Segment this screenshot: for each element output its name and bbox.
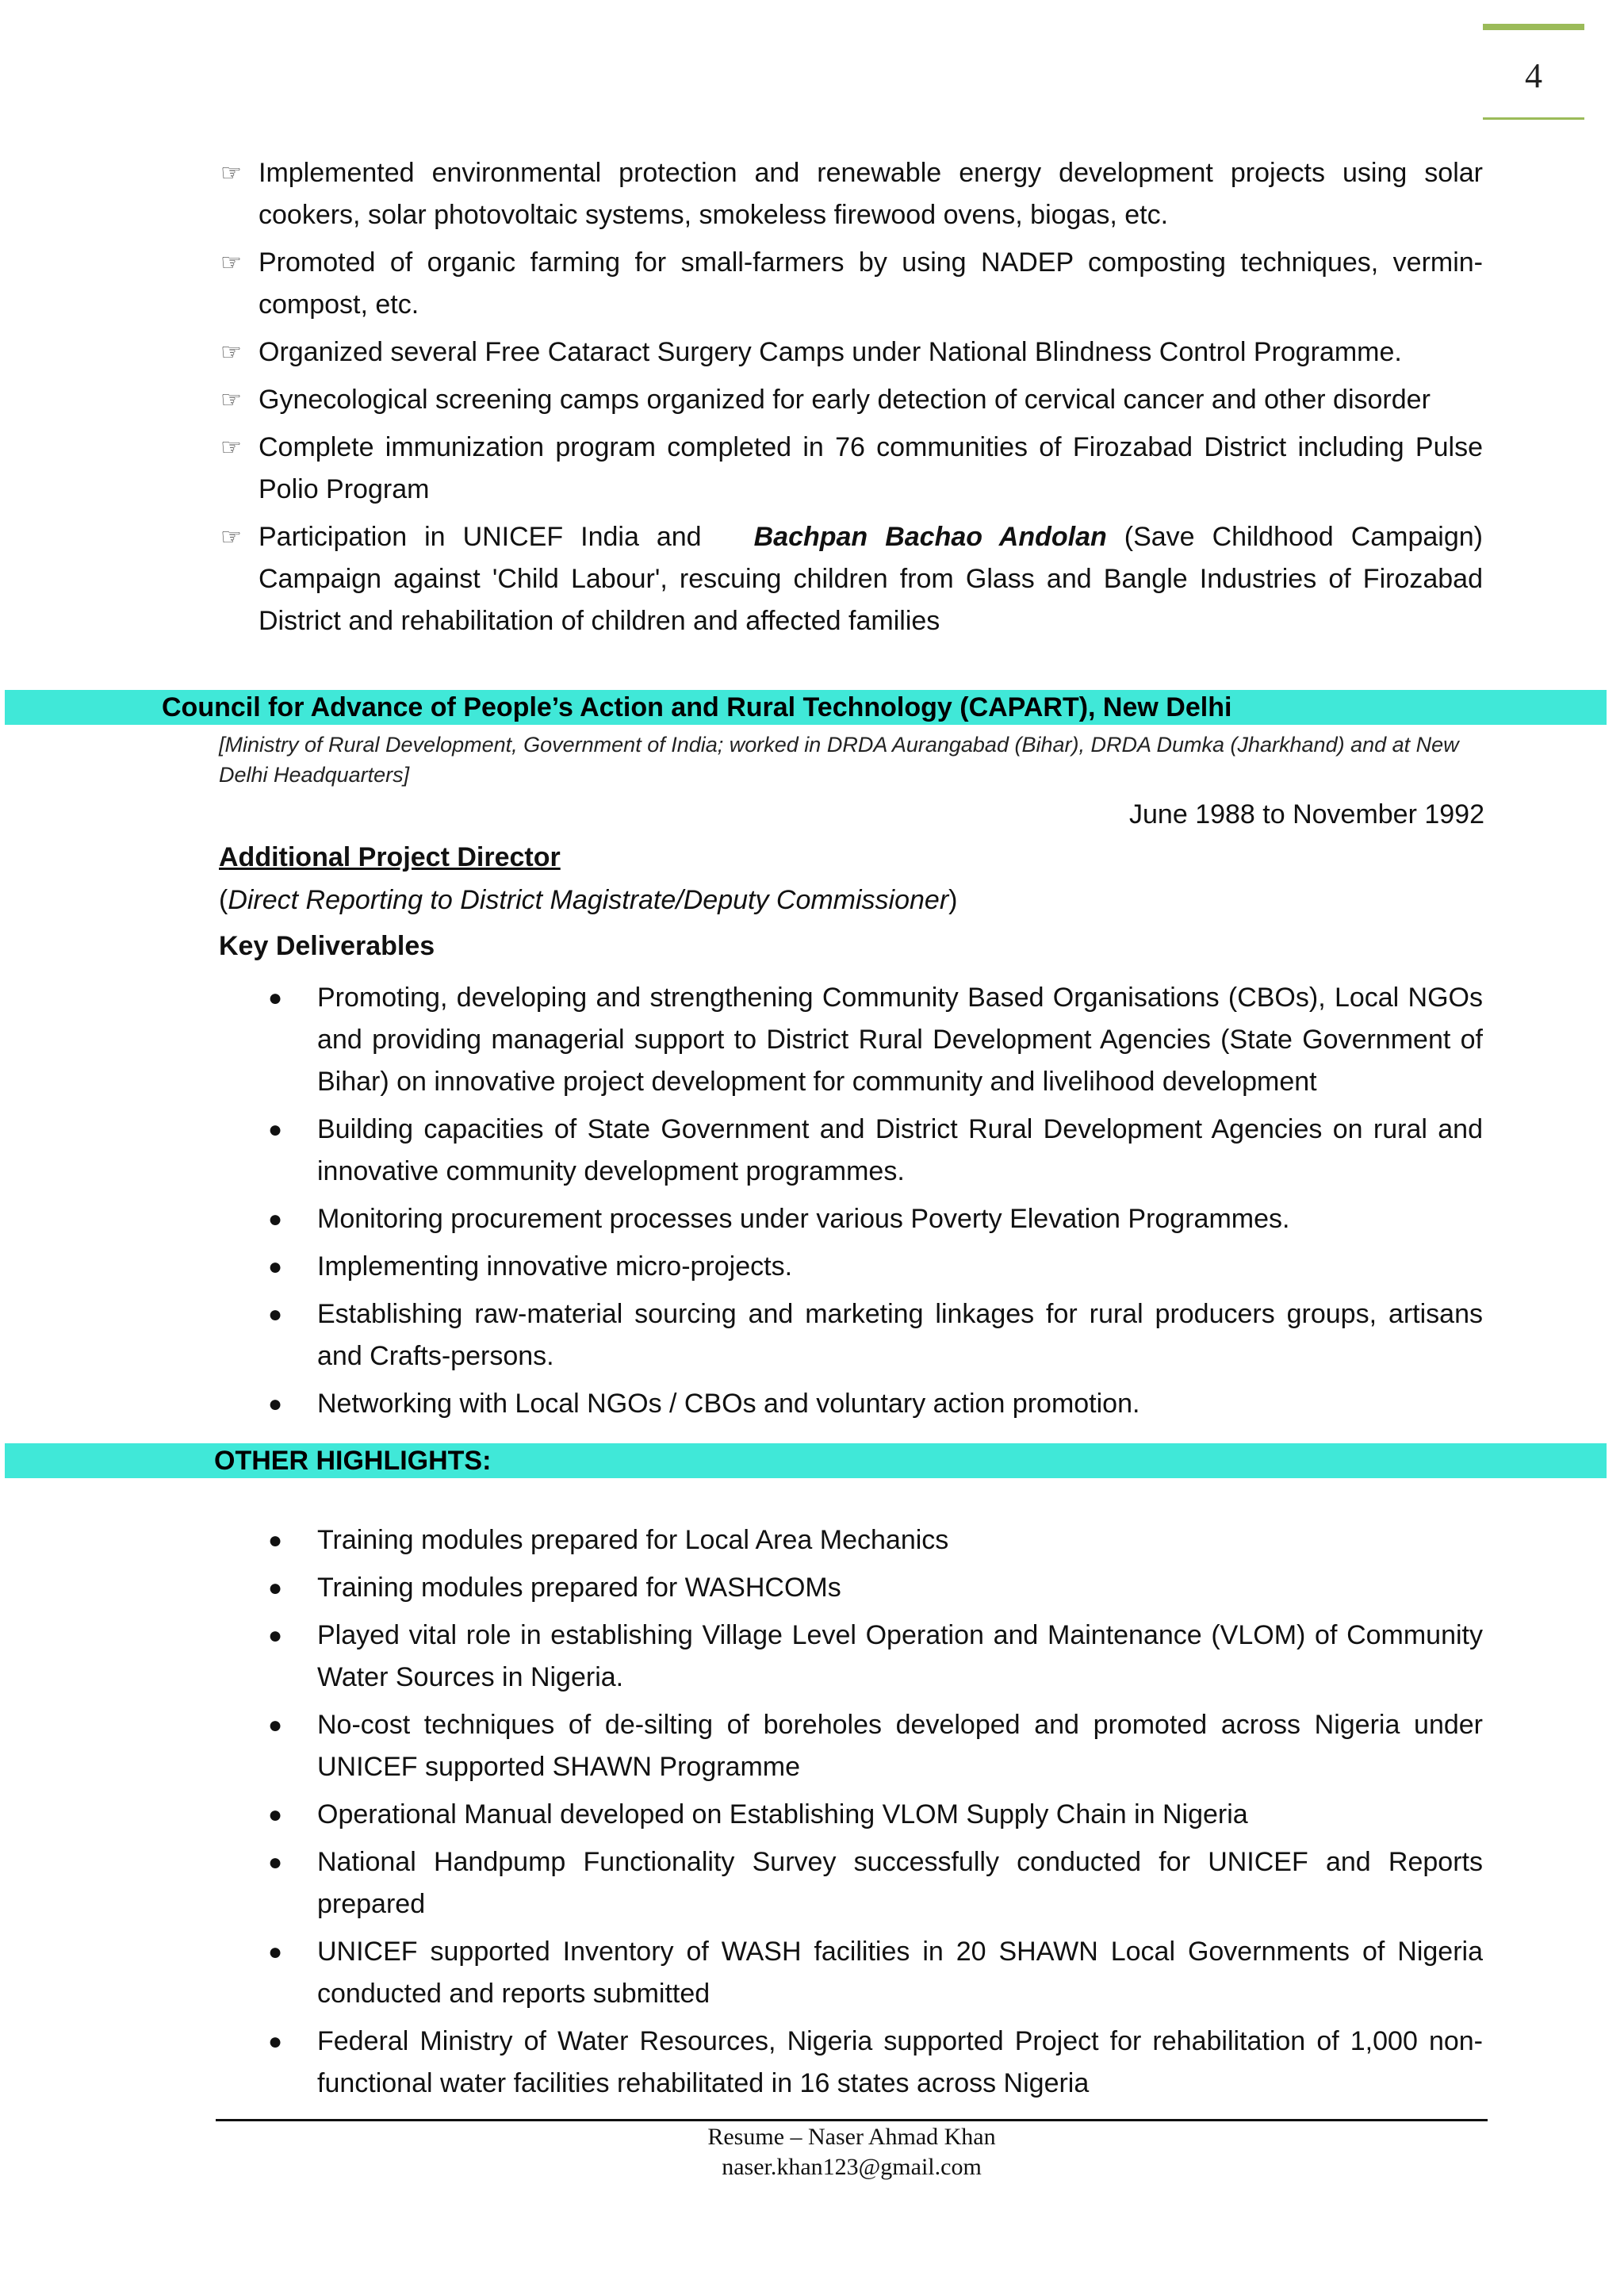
- bullet-dot-icon: ●: [268, 1301, 283, 1328]
- deliverables-list: [268, 977, 1483, 1431]
- list-item: ☞ Gynecological screening camps organized for early detection of cervical cancer and other disorder: [222, 379, 1483, 421]
- list-item: ● Training modules prepared for WASHCOMs: [317, 1567, 1483, 1609]
- list-item: ☞ Promoted of organic farming for small-farmers by using NADEP composting techniques, vermin-compost, etc.: [222, 242, 1483, 326]
- key-deliverables-title: Key Deliverables: [219, 931, 435, 961]
- list-item: ● Implementing innovative micro-projects.: [317, 1246, 1483, 1288]
- bullet-dot-icon: ●: [268, 1802, 283, 1828]
- page-number: 4: [1525, 56, 1542, 95]
- list-item: ● No-cost techniques of de-silting of boreholes developed and promoted across Nigeria under UNICEF supported SHAWN Programme: [317, 1704, 1483, 1788]
- list-item: ● UNICEF supported Inventory of WASH facilities in 20 SHAWN Local Governments of Nigeria conducted and reports submitted: [317, 1931, 1483, 2015]
- bullet-dot-icon: ●: [268, 1712, 283, 1738]
- bullet-dot-icon: ●: [268, 985, 283, 1011]
- list-item: ● Networking with Local NGOs / CBOs and voluntary action promotion.: [317, 1383, 1483, 1425]
- pointing-hand-icon: ☞: [220, 250, 242, 276]
- pointing-hand-icon: ☞: [220, 339, 242, 366]
- pointing-hand-icon: ☞: [220, 160, 242, 186]
- list-item: ☞ Organized several Free Cataract Surgery Camps under National Blindness Control Programme.: [222, 331, 1483, 374]
- list-item: ☞ Implemented environmental protection and renewable energy development projects using solar cookers, solar photovoltaic systems, smokeless firewood ovens, biogas, etc.: [222, 152, 1483, 236]
- role-title: Additional Project Director: [219, 842, 561, 872]
- list-item: ☞ Participation in UNICEF India and Bachpan Bachao Andolan (Save Childhood Campaign) Campaign against 'Child Labour', rescuing children from Glass and Bangle Industries of Firozabad District and rehabilitation of children and affected families: [222, 516, 1483, 642]
- capart-note: [Ministry of Rural Development, Government of India; worked in DRDA Aurangabad (Bihar), DRDA Dumka (Jharkhand) and at New Delhi Headquarters]: [219, 733, 1459, 787]
- footer-name: Resume – Naser Ahmad Khan: [707, 2124, 996, 2150]
- list-item: ● Training modules prepared for Local Area Mechanics: [317, 1519, 1483, 1561]
- highlights-list: [268, 1519, 1483, 2110]
- bullet-dot-icon: ●: [268, 1939, 283, 1965]
- pointing-hand-icon: ☞: [220, 524, 242, 550]
- list-item: ● Operational Manual developed on Establishing VLOM Supply Chain in Nigeria: [317, 1794, 1483, 1836]
- highlights-heading: OTHER HIGHLIGHTS:: [214, 1446, 492, 1476]
- capart-section-band: [5, 690, 1607, 725]
- bullet-dot-icon: ●: [268, 1206, 283, 1232]
- bullet-dot-icon: ●: [268, 1527, 283, 1554]
- activities-list: [222, 152, 1483, 648]
- list-item: ● Building capacities of State Government and District Rural Development Agencies on rural and innovative community development programmes.: [317, 1109, 1483, 1193]
- reporting-line: (Direct Reporting to District Magistrate/Deputy Commissioner): [219, 885, 958, 915]
- pointing-hand-icon: ☞: [220, 435, 242, 461]
- bullet-dot-icon: ●: [268, 1623, 283, 1649]
- bullet-dot-icon: ●: [268, 1849, 283, 1875]
- bullet-dot-icon: ●: [268, 1254, 283, 1280]
- footer-divider: [216, 2119, 1488, 2121]
- footer-email: naser.khan123@gmail.com: [722, 2154, 982, 2180]
- bullet-dot-icon: ●: [268, 1391, 283, 1417]
- bullet-dot-icon: ●: [268, 2029, 283, 2055]
- list-item: ● Monitoring procurement processes under various Poverty Elevation Programmes.: [317, 1198, 1483, 1240]
- bullet-dot-icon: ●: [268, 1117, 283, 1143]
- list-item: ● Played vital role in establishing Village Level Operation and Maintenance (VLOM) of Community Water Sources in Nigeria.: [317, 1615, 1483, 1699]
- page-number-underline: [1483, 117, 1584, 120]
- list-item: ● Establishing raw-material sourcing and marketing linkages for rural producers groups, artisans and Crafts-persons.: [317, 1293, 1483, 1377]
- employment-dates: June 1988 to November 1992: [1129, 799, 1484, 829]
- capart-heading: Council for Advance of People’s Action and Rural Technology (CAPART), New Delhi: [162, 692, 1232, 722]
- list-item: ● Federal Ministry of Water Resources, Nigeria supported Project for rehabilitation of 1,000 non-functional water facilities rehabilitated in 16 states across Nigeria: [317, 2021, 1483, 2105]
- list-item: ● National Handpump Functionality Survey successfully conducted for UNICEF and Reports prepared: [317, 1841, 1483, 1925]
- bullet-dot-icon: ●: [268, 1575, 283, 1601]
- pointing-hand-icon: ☞: [220, 387, 242, 413]
- highlights-section-band: [5, 1443, 1607, 1478]
- list-item: ● Promoting, developing and strengthening Community Based Organisations (CBOs), Local NGOs and providing managerial support to District Rural Development Agencies (State Government of Bihar) on innovative project development for community and livelihood development: [317, 977, 1483, 1103]
- list-item: ☞ Complete immunization program completed in 76 communities of Firozabad District including Pulse Polio Program: [222, 427, 1483, 511]
- page-number-top-bar: [1483, 24, 1584, 30]
